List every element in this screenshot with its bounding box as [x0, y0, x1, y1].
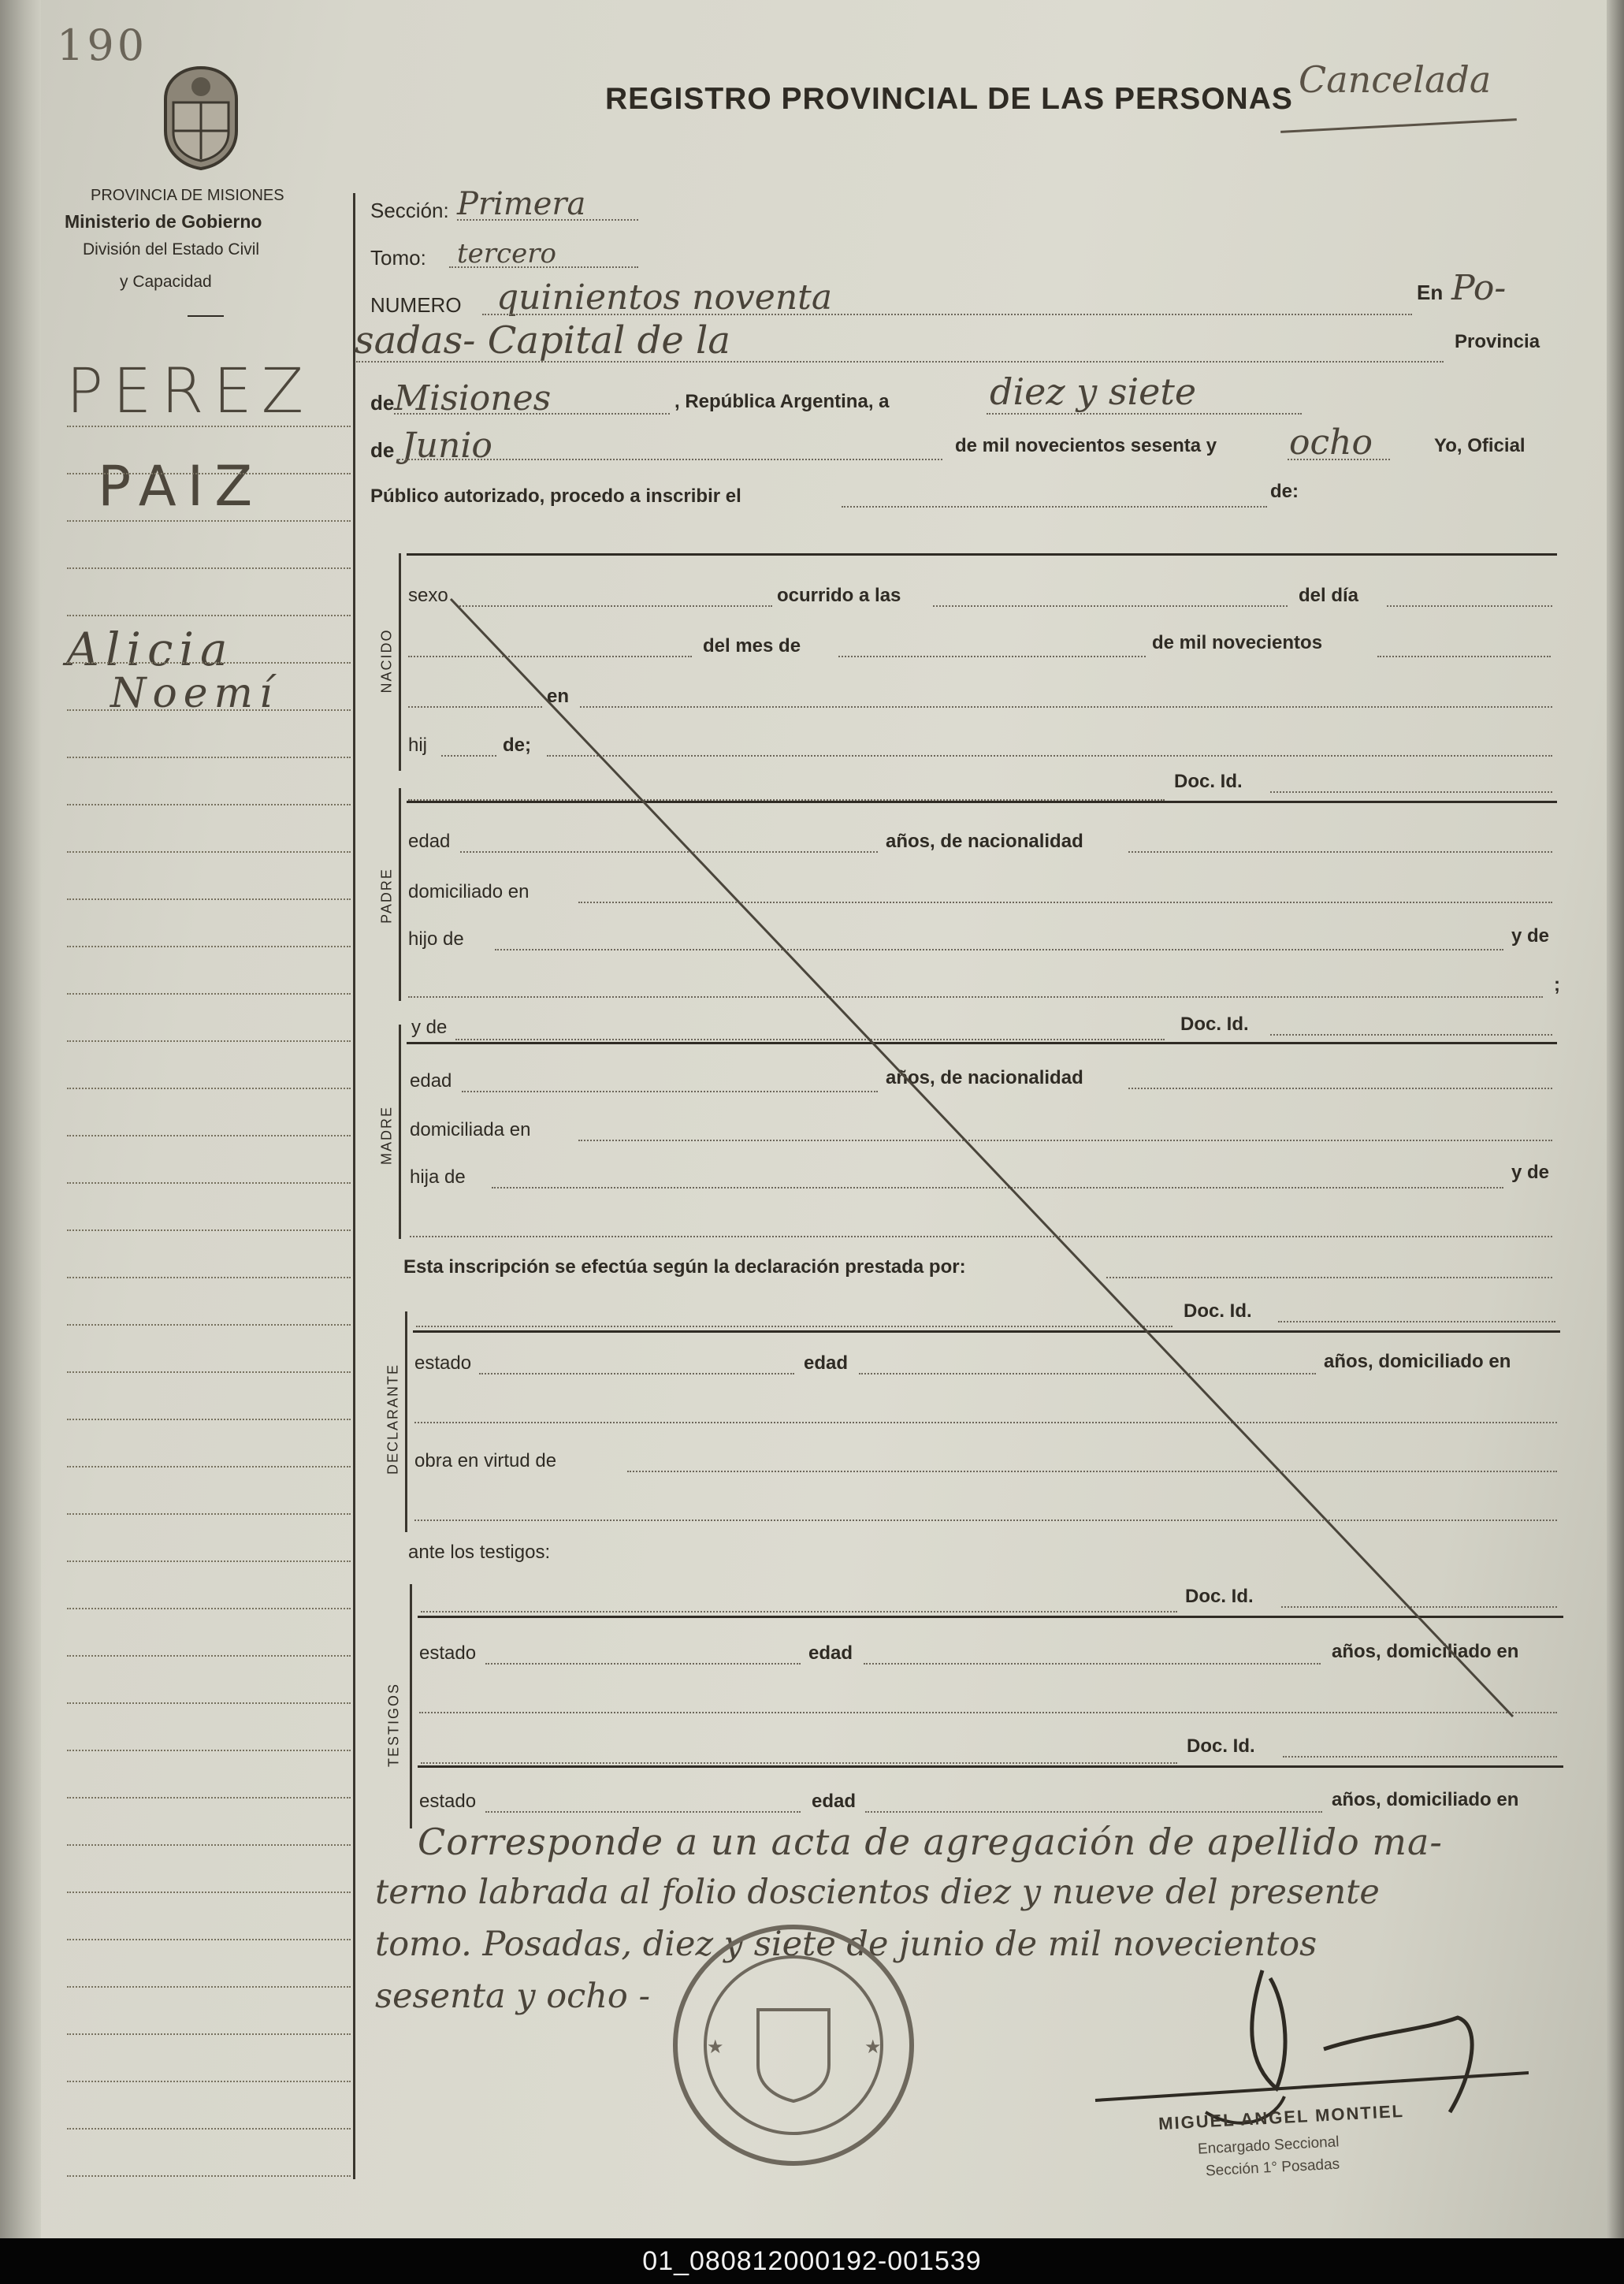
note-line-4: sesenta y ocho -: [375, 1977, 651, 2016]
label-provincia: Provincia: [1455, 331, 1540, 352]
label-de-colon: de:: [1270, 481, 1299, 502]
label-de-provincia: de: [370, 391, 395, 415]
label-y-de-madre-2: y de: [1511, 1162, 1550, 1183]
side-label-padre: PADRE: [378, 868, 395, 924]
label-en: En: [1417, 281, 1444, 304]
issuer-ministry: Ministerio de Gobierno: [65, 211, 262, 232]
label-en-nac: en: [547, 686, 570, 707]
margin-given-1: Alicia: [66, 623, 234, 676]
label-del-mes: del mes de: [703, 635, 801, 657]
value-provincia: Misiones: [394, 378, 552, 418]
label-estado-testigo2: estado: [419, 1791, 477, 1812]
note-line-3: tomo. Posadas, diez y siete de junio de mil novecientos: [375, 1925, 1317, 1964]
issuer-capacity: y Capacidad: [120, 273, 212, 291]
label-domiciliado-padre: domiciliado en: [408, 881, 530, 902]
label-estado-testigo1: estado: [419, 1642, 477, 1664]
label-hijo-de: hijo de: [408, 928, 464, 950]
label-hij: hij: [408, 735, 428, 756]
label-numero: NUMERO: [370, 293, 462, 317]
label-estado-declarante: estado: [414, 1352, 472, 1374]
label-doc-id-5: Doc. Id.: [1187, 1735, 1255, 1757]
stamp-role: Encargado Seccional: [1197, 2133, 1340, 2158]
side-label-madre: MADRE: [378, 1106, 395, 1166]
label-doc-id-4: Doc. Id.: [1185, 1586, 1254, 1607]
issuer-province: PROVINCIA DE MISIONES: [91, 187, 284, 204]
label-y-de-madre: y de: [411, 1017, 448, 1038]
svg-text:★: ★: [864, 2036, 882, 2058]
side-label-declarante: DECLARANTE: [385, 1363, 401, 1475]
label-de-semicolon: de;: [503, 735, 531, 756]
label-ocurrido: ocurrido a las: [777, 585, 901, 606]
label-anios-nac-padre: años, de nacionalidad: [886, 831, 1083, 852]
value-en: Po-: [1451, 268, 1507, 308]
label-yo-oficial: Yo, Oficial: [1434, 435, 1526, 456]
label-obra: obra en virtud de: [414, 1450, 557, 1471]
margin-surname-2: PAIZ: [98, 454, 264, 519]
stamp-name: MIGUEL ANGEL MONTIEL: [1158, 2100, 1405, 2134]
registry-title: REGISTRO PROVINCIAL DE LAS PERSONAS: [605, 82, 1293, 116]
label-anios-dom-testigo2: años, domiciliado en: [1332, 1789, 1519, 1810]
stamp-section: Sección 1° Posadas: [1205, 2156, 1340, 2180]
label-seccion: Sección:: [370, 199, 449, 222]
label-edad-testigo2: edad: [812, 1791, 857, 1812]
label-edad-testigo1: edad: [808, 1642, 853, 1664]
value-numero: quinientos noventa: [496, 277, 833, 318]
label-de-mes: de: [370, 438, 395, 462]
label-anios-nac-madre: años, de nacionalidad: [886, 1067, 1083, 1088]
label-esta-inscripcion: Esta inscripción se efectúa según la declaración prestada por:: [403, 1256, 966, 1278]
label-republica: , República Argentina, a: [674, 391, 890, 412]
label-y-de-padre: y de: [1511, 925, 1550, 947]
margin-surname-1: PEREZ: [66, 356, 314, 427]
label-anios-dom-testigo1: años, domiciliado en: [1332, 1641, 1519, 1662]
label-semicolon-padre: ;: [1554, 974, 1560, 995]
value-tomo: tercero: [457, 238, 556, 270]
label-anios-dom-declarante: años, domiciliado en: [1324, 1351, 1511, 1372]
label-edad-padre: edad: [408, 831, 451, 852]
cancelled-annotation: Cancelada: [1299, 58, 1492, 101]
label-tomo: Tomo:: [370, 246, 426, 270]
label-mil-novecientos-sesenta: de mil novecientos sesenta y: [955, 435, 1217, 456]
side-label-nacido: NACIDO: [378, 628, 395, 694]
value-seccion: Primera: [457, 186, 586, 222]
value-anio: ocho: [1289, 422, 1373, 463]
note-line-1: Corresponde a un acta de agregación de apellido ma-: [418, 1821, 1443, 1863]
label-publico: Público autorizado, procedo a inscribir el: [370, 485, 741, 507]
official-seal-icon: [663, 1915, 923, 2175]
label-domiciliada: domiciliada en: [410, 1119, 531, 1140]
issuer-division: División del Estado Civil: [83, 240, 260, 259]
note-line-2: terno labrada al folio doscientos diez y nueve del presente: [375, 1873, 1380, 1912]
label-mil-novecientos: de mil novecientos: [1152, 632, 1323, 653]
label-doc-id-2: Doc. Id.: [1180, 1014, 1249, 1035]
page-number: 190: [57, 20, 148, 70]
label-ante-testigos: ante los testigos:: [408, 1542, 551, 1563]
value-mes: Junio: [402, 426, 492, 466]
label-doc-id-3: Doc. Id.: [1184, 1300, 1252, 1322]
label-edad-declarante: edad: [804, 1352, 849, 1374]
label-doc-id-1: Doc. Id.: [1174, 771, 1243, 792]
label-hija-de: hija de: [410, 1166, 466, 1188]
svg-text:★: ★: [707, 2036, 724, 2058]
margin-given-2: Noemí: [110, 670, 279, 717]
label-edad-madre: edad: [410, 1070, 452, 1092]
label-del-dia: del día: [1299, 585, 1359, 606]
value-fecha-dia: diez y siete: [990, 370, 1197, 413]
label-sexo: sexo: [408, 585, 448, 606]
value-lugar: sadas- Capital de la: [355, 318, 730, 363]
side-label-testigos: TESTIGOS: [385, 1683, 402, 1768]
image-identifier-footer: 01_080812000192-001539: [0, 2238, 1624, 2284]
